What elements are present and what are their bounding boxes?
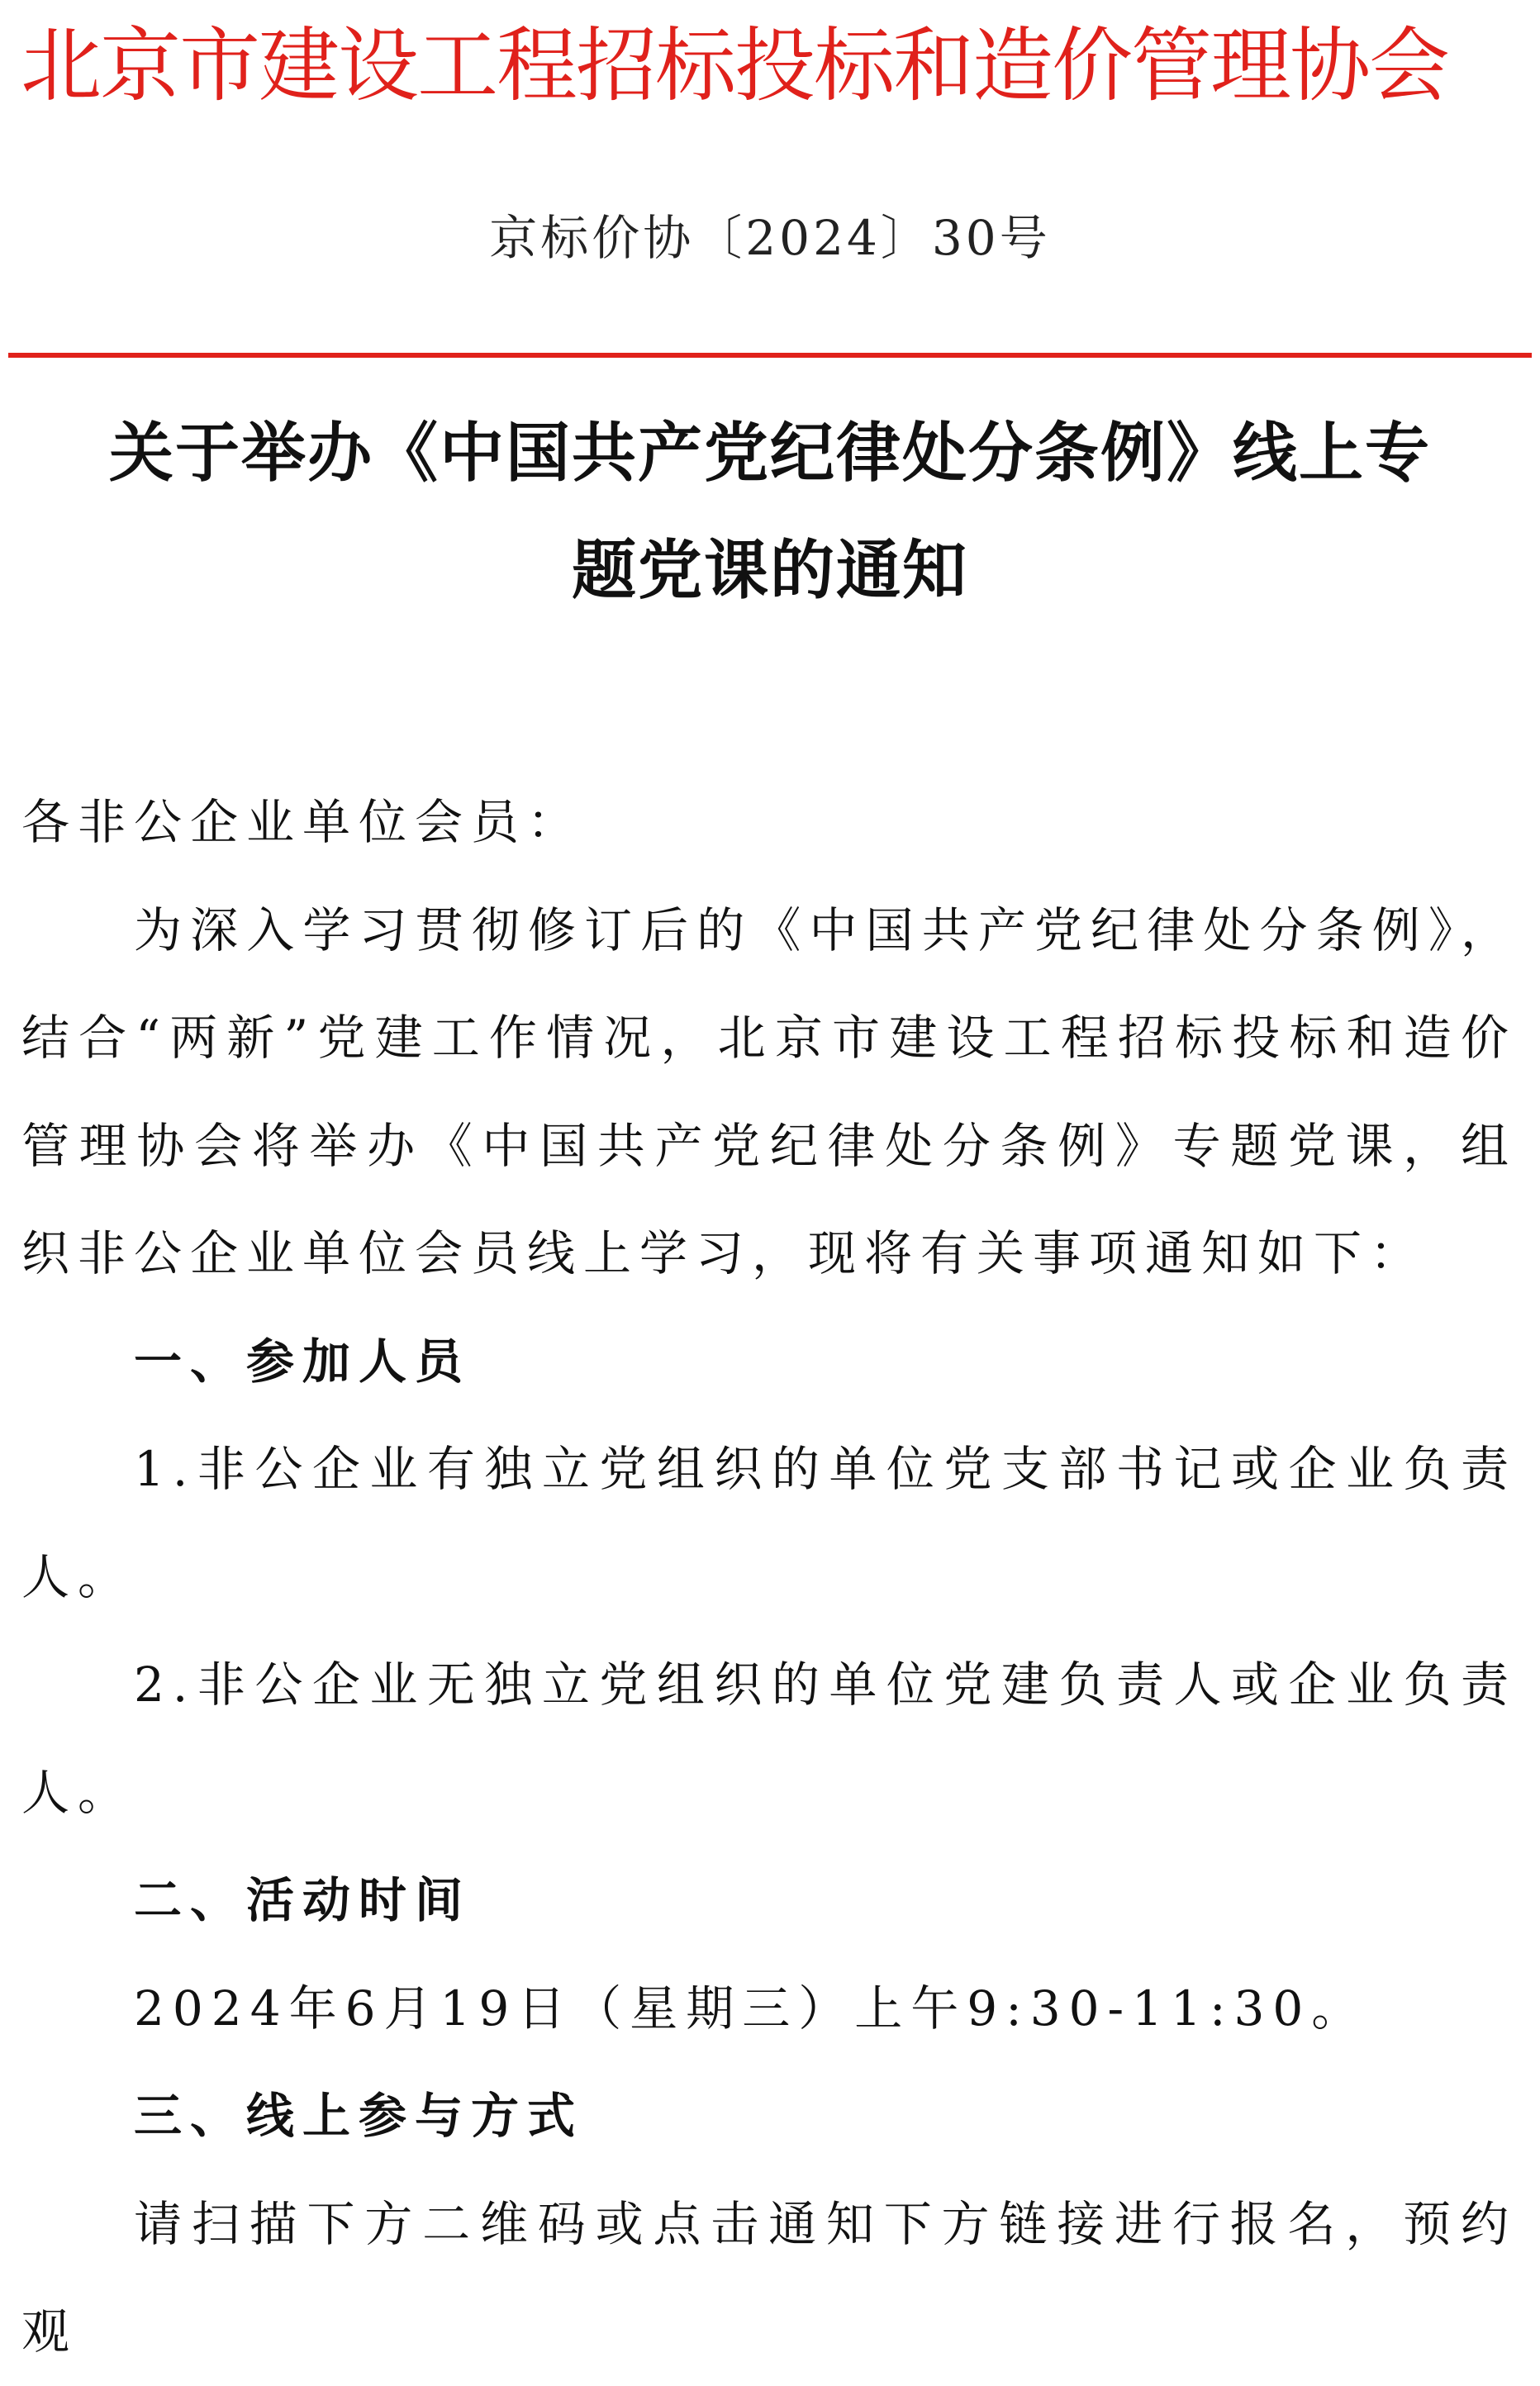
notice-title-line-2: 题党课的通知	[571, 534, 968, 608]
red-divider	[8, 353, 1532, 358]
notice-title-line-1: 关于举办《中国共产党纪律处分条例》线上专	[108, 416, 1431, 491]
participant-item-1: 1.非公企业有独立党组织的单位党支部书记或企业负责人。	[21, 1441, 1517, 1605]
organization-name: 北京市建设工程招标投标和造价管理协会	[21, 19, 1449, 113]
notice-body	[21, 768, 1517, 2386]
section-heading-method: 三、线上参与方式	[134, 2088, 584, 2144]
activity-time: 2024年6月19日（星期三）上午9:30-11:30。	[134, 1980, 1368, 2037]
section-heading-time: 二、活动时间	[134, 1872, 472, 1928]
intro-paragraph: 为深入学习贯彻修订后的《中国共产党纪律处分条例》，结合“两新”党建工作情况，北京市建设工程招标投标和造价管理协会将举办《中国共产党纪律处分条例》专题党课，组织非公企业单位会员线上学习，现将有关事项通知如下：	[21, 901, 1517, 1281]
notice-title	[8, 395, 1532, 630]
participant-item-2: 2.非公企业无独立党组织的单位党建负责人或企业负责人。	[21, 1656, 1517, 1821]
method-text: 请扫描下方二维码或点击通知下方链接进行报名，预约观	[21, 2195, 1517, 2360]
document-number: 京标价协〔2024〕30号	[489, 210, 1051, 266]
salutation: 各非公企业单位会员：	[21, 794, 584, 850]
section-heading-participants: 一、参加人员	[134, 1333, 472, 1390]
